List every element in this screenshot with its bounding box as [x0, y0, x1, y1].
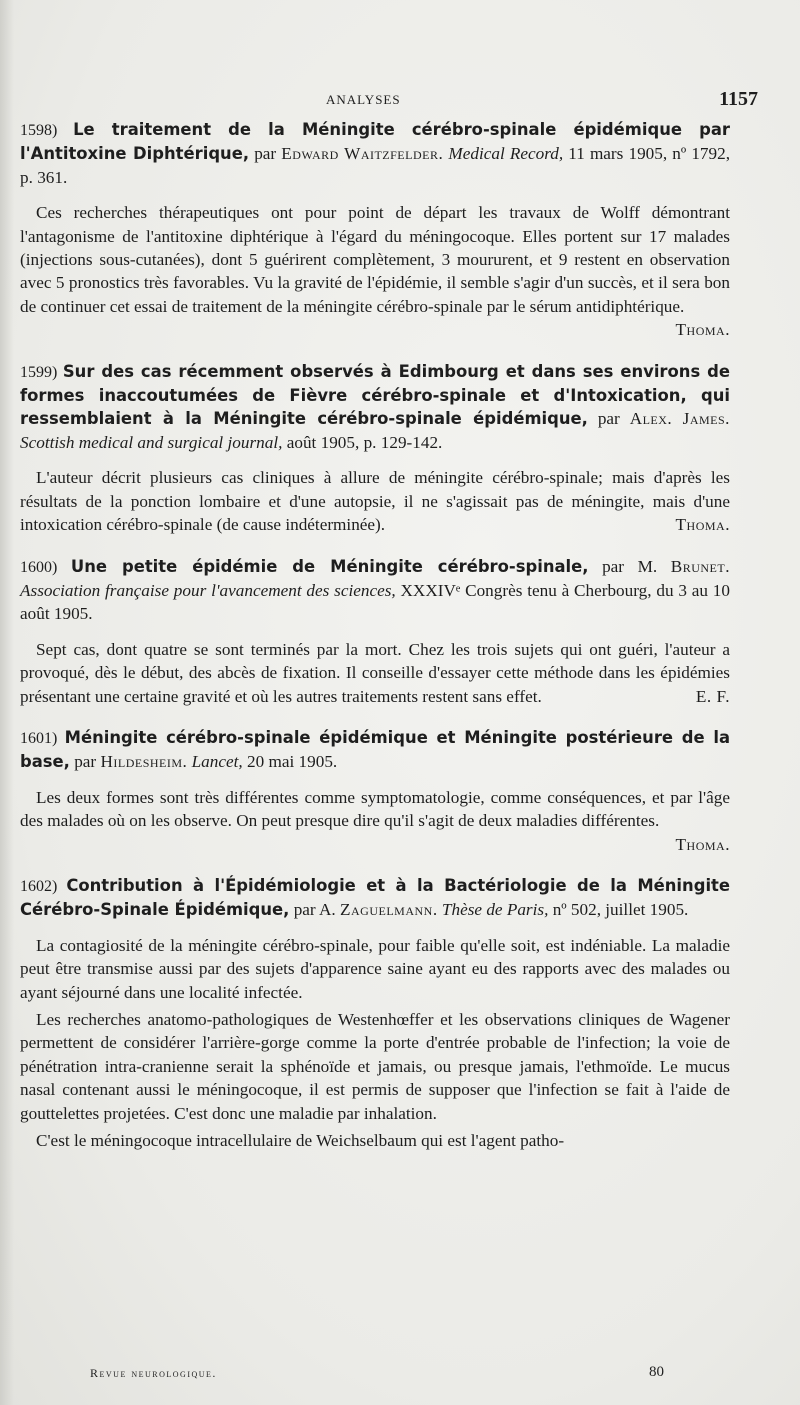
article-journal: Lancet, [191, 752, 243, 772]
paragraph-text: Sept cas, dont quatre se sont terminés par la mort. Chez les trois sujets qui ont guéri, l'auteur a provoqué, dès le début, des abcès de fixation. Il conseille d'essayer cette méthode dans les épidémies présentant une certaine gravité et où les autres traitements restent sans effet. [20, 639, 730, 706]
article-paragraph [20, 466, 730, 536]
article-1602 [20, 874, 730, 1152]
paragraph-text: Ces recherches thérapeutiques ont pour point de départ les travaux de Wolff démontrant l'antagonisme de l'antitoxine diphtérique à l'égard du méningocoque. Elles portent sur 17 malades (injections sous-cutanées), dont 5 guérirent complètement, 3 moururent, et 9 restent en observation avec 5 pronostics très favorables. Vu la gravité de l'épidémie, il semble s'agir d'un succès, et il sera bon de continuer cet essai de traitement de la méningite cérébro-spinale par le sérum antidiphtérique. [20, 203, 730, 316]
article-reference: 11 mars 1905, nº 1792, p. 361. [20, 144, 730, 187]
article-journal: Medical Record, [448, 144, 564, 164]
article-number: 1598) [20, 122, 58, 139]
article-heading [20, 726, 730, 774]
article-number: 1599) [20, 363, 58, 381]
article-number: 1602) [20, 877, 58, 895]
article-journal: Scottish medical and surgical journal, [20, 432, 283, 452]
article-title: Contribution à l'Épidémiologie et à la Bactériologie de la Méningite Cérébro-Spinale Épidémique, [20, 875, 731, 920]
article-heading [20, 360, 730, 455]
paragraph-text: Les deux formes sont très différentes comme symptomatologie, comme conséquences, et par l'âge des malades où on les observe. On peut presque dire qu'il s'agit de deux maladies différentes. [20, 787, 730, 831]
article-by: par A. [289, 900, 340, 920]
article-by: par M. [588, 556, 671, 576]
article-reference: XXXIVᵉ Congrès tenu à Cherbourg, du 3 au 10 août 1905. [20, 580, 730, 624]
article-title: Le traitement de la Méningite cérébro-spinale épidémique par l'Antitoxine Diphtérique, [20, 120, 731, 164]
article-by: par [69, 752, 101, 772]
article-heading [20, 874, 730, 922]
article-list [20, 118, 730, 1170]
article-reference: 20 mai 1905. [242, 752, 338, 772]
article-reference: août 1905, p. 129-142. [282, 432, 443, 452]
article-number: 1600) [20, 558, 58, 576]
article-paragraph: La contagiosité de la méningite cérébro-spinale, pour faible qu'elle soit, est indéniable. La maladie peut être transmise aussi par des sujets d'apparence saine ayant eu des rapports avec des malades ou ayant séjourné dans une localité infectée. [20, 935, 730, 1002]
article-author: Hildesheim. [100, 752, 188, 772]
page-number: 1157 [719, 88, 758, 110]
article-paragraph: Les recherches anatomo-pathologiques de Westenhœffer et les observations cliniques de Wagener permettent de considérer l'arrière-gorge comme la porte d'entrée probable de l'infection; la voie de pénétration intra-cranienne serait la sphénoïde et jamais, ou presque jamais, l'ethmoïde. Le mucus nasal contenant aussi le méningocoque, il est permis de supposer que l'infection se fait à l'aide de gouttelettes projetées. C'est donc une maladie par inhalation. [20, 1010, 730, 1123]
article-paragraph [20, 201, 730, 341]
article-1599 [20, 360, 730, 537]
article-signature: E. F. [695, 686, 730, 706]
paragraph-text: L'auteur décrit plusieurs cas cliniques à allure de méningite cérébro-spinale; mais d'après les résultats de la ponction lombaire et d'une autopsie, il ne s'agissait pas de méningite, mais d'une intoxication cérébro-spinale (de cause indéterminée). [20, 468, 730, 535]
article-signature: Thoma. [675, 834, 730, 854]
article-paragraph: C'est le méningocoque intracellulaire de Weichselbaum qui est l'agent patho- [36, 1131, 565, 1151]
article-author: Brunet. [670, 556, 731, 576]
running-head [0, 90, 800, 112]
article-paragraph [20, 786, 730, 856]
article-author: Alex. James. [629, 409, 730, 429]
footer-journal: Revue neurologique. [90, 1366, 217, 1380]
article-author: Edward Waitzfelder. [281, 144, 444, 164]
article-heading [20, 118, 730, 189]
article-1601 [20, 726, 730, 856]
article-number: 1601) [20, 729, 58, 747]
article-by: par [587, 409, 630, 429]
page-edge-shadow [0, 0, 14, 1405]
article-1598 [20, 118, 730, 342]
article-heading [20, 555, 730, 626]
article-journal: Association française pour l'avancement des sciences, [20, 580, 396, 600]
page-footer [20, 1366, 732, 1386]
article-reference: nº 502, juillet 1905. [548, 900, 689, 920]
article-journal: Thèse de Paris, [441, 900, 549, 920]
article-title: Méningite cérébro-spinale épidémique et Méningite postérieure de la base, [20, 727, 731, 772]
article-by: par [249, 144, 282, 164]
article-signature: Thoma. [675, 320, 730, 340]
article-1600 [20, 555, 730, 708]
article-title: Sur des cas récemment observés à Edimbourg et dans ses environs de formes inaccoutumées de Fièvre cérébro-spinale et d'Intoxication, qui ressemblaient à la Méningite cérébro-spinale épidémique, [20, 361, 731, 429]
article-signature: Thoma. [675, 515, 730, 535]
article-paragraph [20, 638, 730, 708]
article-author: Zaguelmann. [340, 900, 438, 920]
running-head-title: ANALYSES [326, 92, 401, 107]
article-title: Une petite épidémie de Méningite cérébro-spinale, [70, 556, 589, 576]
footer-number: 80 [649, 1364, 664, 1380]
